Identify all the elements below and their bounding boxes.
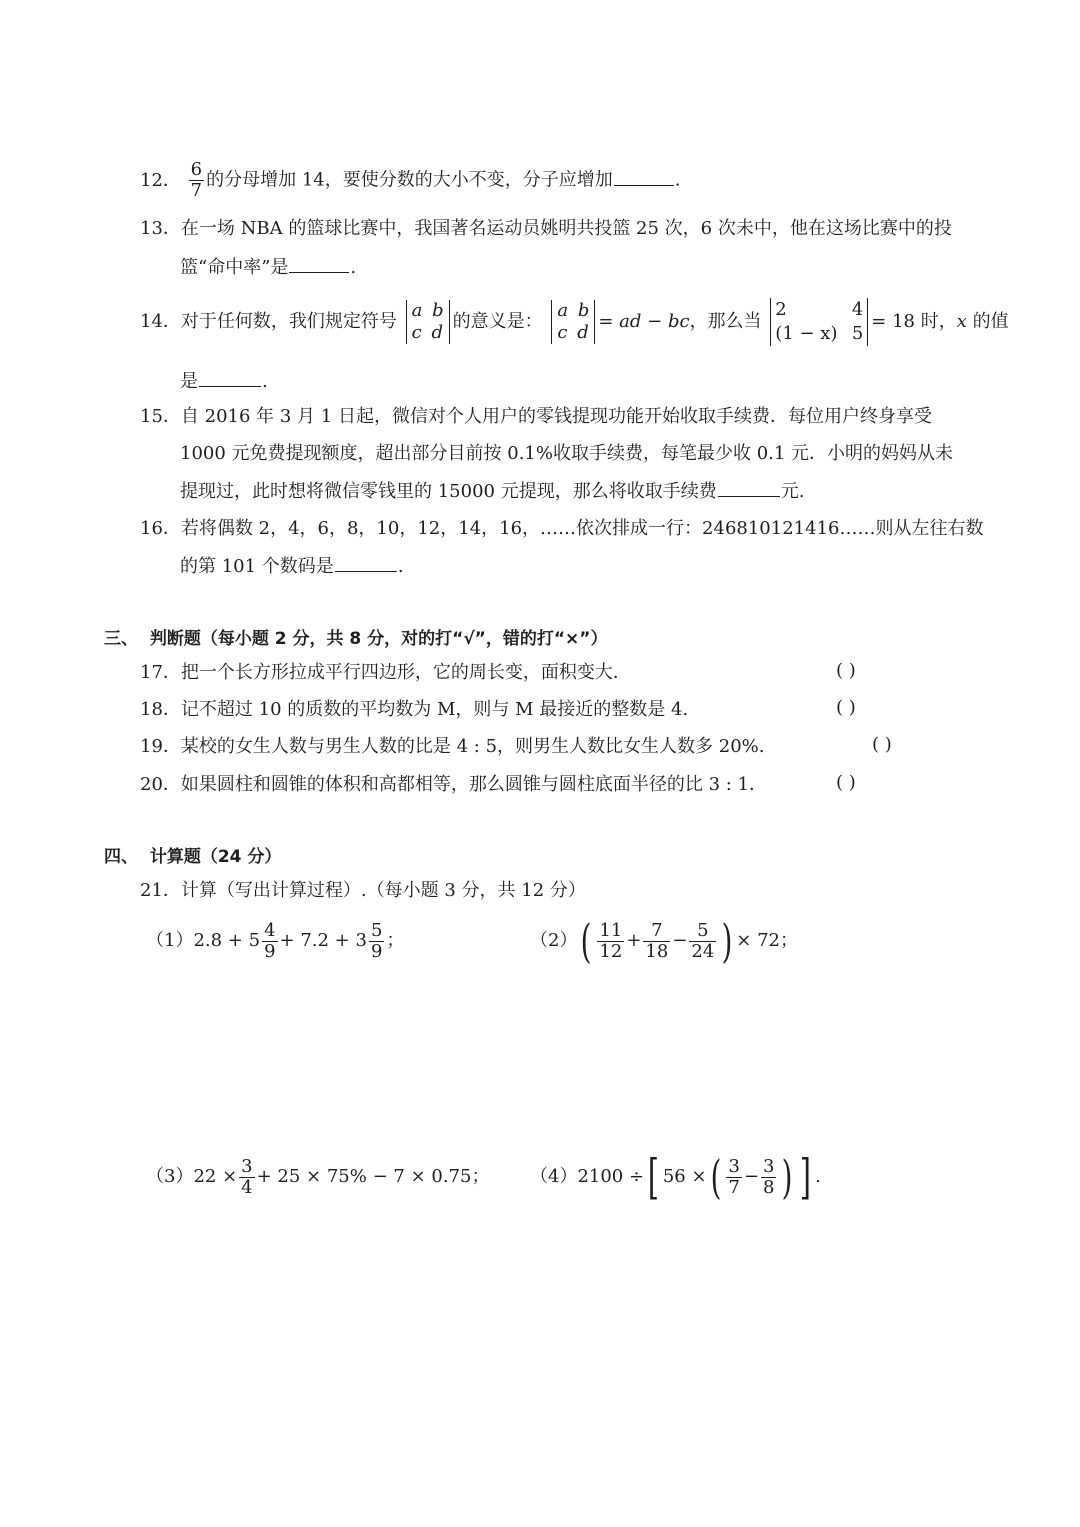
- answer-parentheses: ( ): [836, 660, 856, 681]
- question-19: 19．某校的女生人数与男生人数的比是 4 : 5，则男生人数比女生人数多 20%.: [140, 736, 765, 757]
- question-number: 13．: [140, 218, 181, 239]
- question-13: [140, 216, 952, 242]
- calc-4: （4）2100 ÷[ 56 ×( $\frac{3}{7}$ − $\frac{3}{8}$ ) ] .: [530, 1149, 821, 1205]
- answer-blank: [614, 167, 674, 186]
- question-number: 14．: [140, 311, 181, 332]
- fraction: $\frac{3}{8}$: [763, 1155, 775, 1198]
- question-15: 15．自 2016 年 3 月 1 日起，微信对个人用户的零钱提现功能开始收取手续费．每位用户终身享受: [140, 404, 932, 430]
- answer-blank: [335, 553, 397, 572]
- question-number: 15．: [140, 406, 181, 427]
- section-4-heading: 四、 计算题（24 分）: [104, 847, 282, 867]
- question-number: 16．: [140, 518, 181, 539]
- fraction: $\frac{5}{9}$: [370, 919, 383, 962]
- determinant-symbol: a b c d: [406, 300, 450, 344]
- calc-3: （3）22 × $\frac{3}{4}$ + 25 × 75% − 7 × 0.75；: [146, 1155, 490, 1198]
- fraction: $\frac{5}{24}$: [691, 919, 715, 962]
- fraction: $\frac{7}{18}$: [645, 919, 669, 962]
- question-21: 21．计算（写出计算过程）.（每小题 3 分，共 12 分）: [140, 878, 586, 904]
- formula: = ad − bc: [598, 311, 690, 332]
- question-15-line2: 1000 元免费提现额度，超出部分目前按 0.1%收取手续费，每笔最少收 0.1 元．小明的妈妈从未: [180, 443, 954, 464]
- section-3-heading: 三、 判断题（每小题 2 分，共 8 分，对的打“√”，错的打“×”）: [104, 629, 608, 649]
- question-text: 在一场 NBA 的篮球比赛中，我国著名运动员姚明共投篮 25 次，6 次未中，他在这场比赛中的投: [180, 218, 952, 239]
- question-number: 12．: [140, 169, 181, 191]
- answer-parentheses: ( ): [836, 772, 856, 793]
- answer-blank: [289, 254, 349, 273]
- question-16-line2: 的第 101 个数码是 .: [180, 553, 404, 580]
- question-16: 16．若将偶数 2，4，6，8，10，12，14，16，……依次排成一行：246810121416……则从左往右数: [140, 516, 983, 542]
- answer-blank: [718, 478, 780, 497]
- answer-parentheses: ( ): [836, 697, 856, 718]
- determinant-expression: 2 4 (1 − x) 5: [770, 298, 868, 346]
- question-14: 14．对于任何数，我们规定符号 a b c d 的意义是： a b c d = ad − bc，那么当 2 4 (1 − x) 5 = 18 时，x 的值: [140, 299, 1009, 344]
- fraction: $\frac{3}{4}$: [241, 1155, 253, 1198]
- question-18: 18．记不超过 10 的质数的平均数为 M，则与 M 最接近的整数是 4.: [140, 699, 689, 720]
- question-20: 20．如果圆柱和圆锥的体积和高都相等，那么圆锥与圆柱底面半径的比 3 : 1．: [140, 774, 768, 795]
- question-text: 的分母增加 14，要使分数的大小不变，分子应增加: [206, 169, 613, 191]
- question-15-line3: 提现过，此时想将微信零钱里的 15000 元提现，那么将收取手续费 元.: [180, 478, 804, 505]
- question-12: 12． $\frac{6}{7}$ 的分母增加 14，要使分数的大小不变，分子应增加 .: [140, 159, 681, 201]
- fraction: $\frac{11}{12}$: [599, 919, 623, 962]
- calc-2: （2）( $\frac{11}{12}$ + $\frac{7}{18}$ − $\frac{5}{24}$ ) × 72；: [530, 914, 798, 968]
- calc-1: （1）2.8 + 5 $\frac{4}{9}$ + 7.2 + 3 $\frac{5}{9}$ ；: [146, 919, 405, 962]
- fraction: $\frac{3}{7}$: [728, 1155, 740, 1198]
- question-14-line2: 是 .: [180, 368, 268, 395]
- fraction: $\frac{4}{9}$: [264, 919, 276, 962]
- fraction: $\frac{6}{7}$: [190, 159, 203, 201]
- determinant-symbol: a b c d: [551, 300, 595, 344]
- question-13-line2: 篮“命中率”是 .: [180, 254, 356, 281]
- question-17: 17．把一个长方形拉成平行四边形，它的周长变，面积变大．: [140, 662, 631, 683]
- answer-blank: [199, 368, 261, 387]
- question-number: 21．: [140, 880, 181, 901]
- answer-parentheses: ( ): [872, 734, 892, 755]
